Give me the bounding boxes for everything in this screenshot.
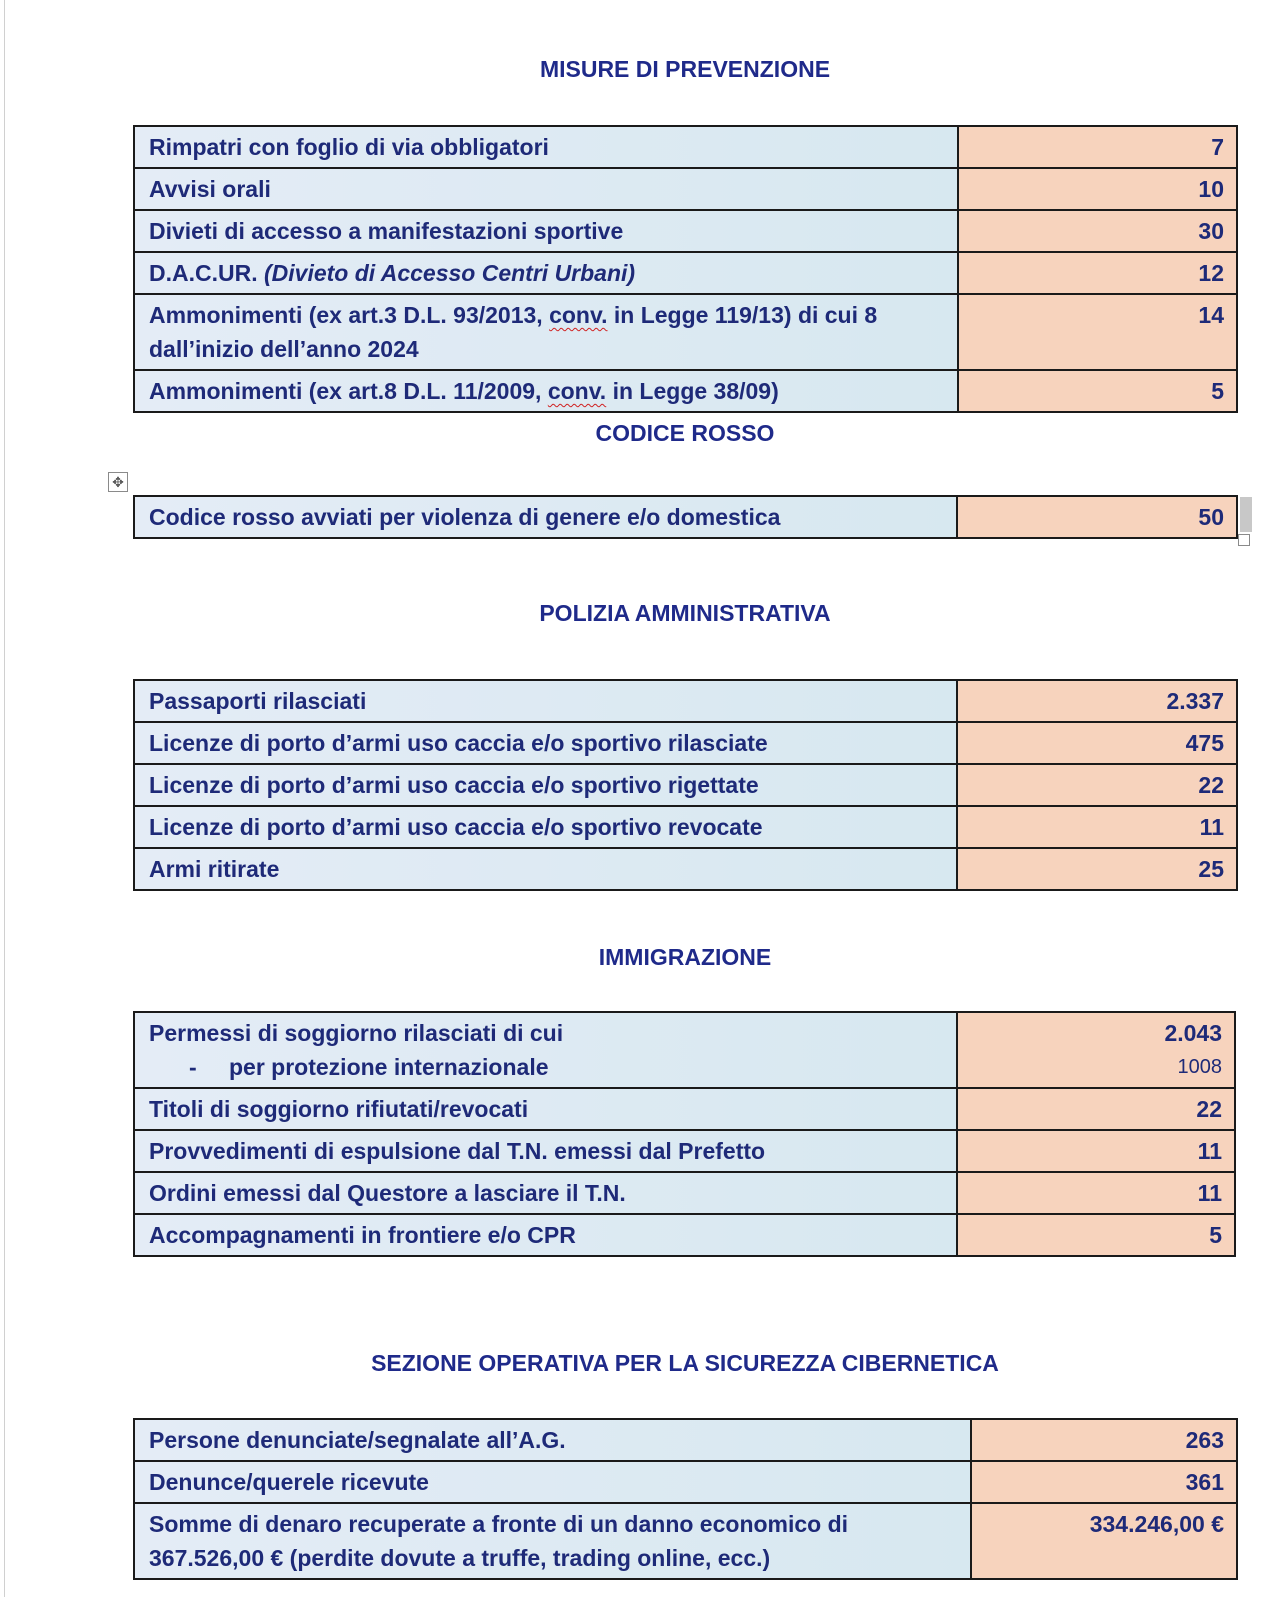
table-row [134,1214,1235,1256]
row-value [957,1012,1235,1088]
row-label [134,370,958,412]
table-row [134,1012,1235,1088]
section-title-codice-rosso: CODICE ROSSO [595,420,775,446]
resize-handle-icon[interactable] [1238,534,1250,546]
table-row [134,370,1237,412]
table-row [134,764,1237,806]
row-label: Ordini emessi dal Questore a lasciare il T.N. [134,1172,957,1214]
row-value: 361 [971,1461,1237,1503]
dacur-description: (Divieto di Accesso Centri Urbani) [264,260,636,286]
row-value: 11 [957,1130,1235,1172]
row-label: Avvisi orali [134,168,958,210]
dacur-label: D.A.C.UR. [149,260,258,286]
row-label: Somme di denaro recuperate a fronte di un danno economico di 367.526,00 € (perdite dovute a truffe, trading online, ecc.) [134,1503,971,1579]
table-polizia [133,679,1238,891]
permessi-label: Permessi di soggiorno rilasciati di cui [149,1020,564,1046]
row-value: 7 [958,126,1237,168]
row-label: Licenze di porto d’armi uso caccia e/o sportivo revocate [134,806,957,848]
section-title-polizia: POLIZIA AMMINISTRATIVA [539,600,831,626]
section-title-immigrazione: IMMIGRAZIONE [598,944,772,970]
row-label: Denunce/querele ricevute [134,1461,971,1503]
row-value: 10 [958,168,1237,210]
spelling-flag: conv. [547,378,607,404]
row-label: Accompagnamenti in frontiere e/o CPR [134,1214,957,1256]
table-codice-rosso [133,495,1238,539]
row-value: 25 [957,848,1237,890]
label-part: in Legge 38/09) [612,378,779,404]
spelling-flag: conv. [549,302,608,328]
row-label: Divieti di accesso a manifestazioni sportive [134,210,958,252]
table-row [134,252,1237,294]
row-label: Passaporti rilasciati [134,680,957,722]
row-label [134,252,958,294]
row-value: 5 [958,370,1237,412]
permessi-value: 2.043 [1164,1020,1222,1046]
sub-item [149,1050,944,1084]
sub-dash: - [189,1054,197,1080]
row-label: Licenze di porto d’armi uso caccia e/o sportivo rilasciate [134,722,957,764]
sub-value: 1008 [1177,1056,1222,1078]
row-label [134,1012,957,1088]
row-label: Provvedimenti di espulsione dal T.N. emessi dal Prefetto [134,1130,957,1172]
table-row [134,806,1237,848]
row-value: 22 [957,764,1237,806]
table-row [134,680,1237,722]
section-title-cibernetica: SEZIONE OPERATIVA PER LA SICUREZZA CIBERNETICA [371,1350,999,1376]
label-part: Ammonimenti (ex art.8 D.L. 11/2009, [149,378,542,404]
table-row [134,294,1237,370]
table-row [134,1461,1237,1503]
selection-bar [1240,497,1252,532]
row-label: Armi ritirate [134,848,957,890]
table-row [134,496,1237,538]
table-row [134,722,1237,764]
row-value: 50 [957,496,1237,538]
table-row [134,1172,1235,1214]
table-row [134,1503,1237,1579]
row-label: Titoli di soggiorno rifiutati/revocati [134,1088,957,1130]
row-value: 475 [957,722,1237,764]
row-value: 263 [971,1419,1237,1461]
row-label [134,294,958,370]
table-row [134,1419,1237,1461]
label-part: in Legge 119/13) di cui 8 dall’inizio dell’anno 2024 [149,302,878,362]
row-value: 11 [957,1172,1235,1214]
row-value: 5 [957,1214,1235,1256]
table-row [134,168,1237,210]
table-row [134,1130,1235,1172]
table-row [134,126,1237,168]
section-title-prevenzione: MISURE DI PREVENZIONE [539,56,831,82]
sub-label: per protezione internazionale [229,1054,549,1080]
table-row [134,210,1237,252]
table-prevenzione [133,125,1238,413]
row-value: 14 [958,294,1237,370]
label-part: Ammonimenti (ex art.3 D.L. 93/2013, [149,302,543,328]
table-row [134,1088,1235,1130]
row-value: 22 [957,1088,1235,1130]
table-row [134,848,1237,890]
row-value: 30 [958,210,1237,252]
row-value: 2.337 [957,680,1237,722]
row-value: 334.246,00 € [971,1503,1237,1579]
table-immigrazione [133,1011,1236,1257]
row-label: Persone denunciate/segnalate all’A.G. [134,1419,971,1461]
row-value: 12 [958,252,1237,294]
row-label: Codice rosso avviati per violenza di genere e/o domestica [134,496,957,538]
row-label: Licenze di porto d’armi uso caccia e/o sportivo rigettate [134,764,957,806]
table-cibernetica [133,1418,1238,1580]
row-value: 11 [957,806,1237,848]
row-label: Rimpatri con foglio di via obbligatori [134,126,958,168]
move-arrows-icon[interactable]: ✥ [108,472,128,492]
